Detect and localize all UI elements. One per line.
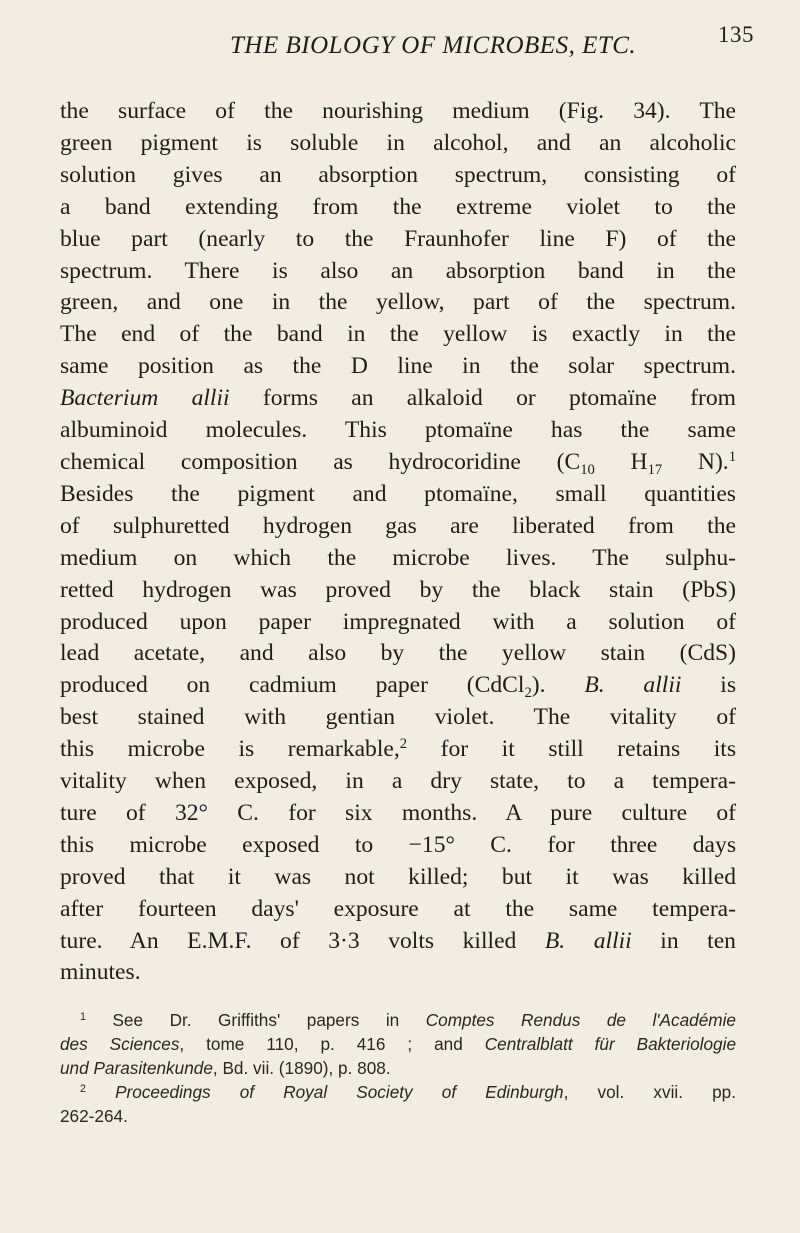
footnote-1-cont [60, 1056, 736, 1080]
text-line: proved that it was not killed; but it was killed [60, 863, 736, 890]
text-line [60, 447, 736, 479]
text-line: the surface of the nourishing medium (Fig. 34). The [60, 98, 736, 124]
text-segment: See Dr. Griffiths' papers in [85, 1010, 426, 1030]
text-segment: , Bd. vii. (1890), p. 808. [212, 1058, 391, 1078]
text-line [60, 670, 736, 702]
text-line: this microbe exposed to −15° C. for three days [60, 831, 736, 858]
footnotes [60, 1008, 736, 1128]
text-segment: ture. An E.M.F. of 3·3 volts killed [60, 927, 517, 954]
text-line: after fourteen days' exposure at the same tempera- [60, 895, 736, 922]
text-segment: chemical composition as hydrocoridine (C [60, 448, 581, 475]
text-line: green pigment is soluble in alcohol, and an alcoholic [60, 129, 736, 156]
footnote-ref: 2 [399, 736, 408, 753]
journal-title: und Parasitenkunde [60, 1058, 213, 1078]
text-line: albuminoid molecules. This ptomaïne has the same [60, 417, 736, 444]
text-line: retted hydrogen was proved by the black stain (PbS) [60, 576, 736, 603]
text-line: spectrum. There is also an absorption band in the [60, 257, 736, 284]
species-name: B. allii [544, 927, 632, 954]
text-segment: produced on cadmium paper (CdCl [60, 672, 525, 699]
text-segment: is [681, 672, 737, 699]
footnote-mark: 1 [80, 1011, 86, 1024]
text-line: Besides the pigment and ptomaïne, small quantities [60, 480, 736, 507]
page-number: 135 [718, 22, 754, 47]
text-segment: forms an alkaloid or ptomaïne from [262, 385, 736, 412]
text-line: blue part (nearly to the Fraunhofer line F) of the [60, 225, 736, 252]
page-header [150, 8, 754, 59]
footnote-1 [60, 1008, 736, 1032]
text-line: minutes. [60, 959, 141, 986]
text-segment: N). [662, 448, 729, 475]
text-line: best stained with gentian violet. The vitality of [60, 704, 736, 731]
journal-title: Comptes Rendus de l'Académie [425, 1010, 736, 1030]
footnote-mark: 2 [80, 1083, 86, 1096]
text-line: medium on which the microbe lives. The sulphu- [60, 544, 736, 571]
journal-title: Proceedings of Royal Society of Edinburgh [115, 1082, 564, 1102]
text-segment: H [594, 448, 648, 475]
footnote-2-cont: 262-264. [60, 1106, 128, 1126]
subscript: 10 [580, 462, 595, 479]
subscript: 17 [647, 462, 663, 479]
species-name: B. allii [584, 672, 682, 699]
text-line: same position as the D line in the solar spectrum. [60, 353, 736, 380]
text-segment: this microbe is remarkable, [60, 736, 400, 763]
journal-title: Centralblatt für Bakteriologie [484, 1034, 736, 1054]
text-line: a band extending from the extreme violet to the [60, 193, 736, 220]
text-segment: for it still retains its [407, 736, 736, 763]
footnote-1-cont [60, 1032, 736, 1056]
text-segment: , tome 110, p. 416 ; and [179, 1034, 485, 1054]
text-line: of sulphuretted hydrogen gas are liberated from the [60, 512, 736, 539]
body-text [60, 96, 736, 989]
text-line: lead acetate, and also by the yellow stain (CdS) [60, 640, 736, 667]
text-line [60, 383, 736, 415]
footnote-ref: 1 [728, 448, 737, 465]
species-name: Bacterium allii [60, 385, 230, 412]
text-line: The end of the band in the yellow is exactly in the [60, 321, 736, 348]
text-line: green, and one in the yellow, part of the spectrum. [60, 289, 736, 316]
footnote-2 [60, 1080, 736, 1104]
text-segment: , vol. xvii. pp. [563, 1082, 737, 1102]
text-line [60, 734, 736, 766]
subscript: 2 [524, 685, 532, 702]
text-line: produced upon paper impregnated with a solution of [60, 608, 736, 635]
text-segment: in ten [631, 927, 736, 954]
running-title: THE BIOLOGY OF MICROBES, ETC. [230, 32, 637, 59]
text-line: solution gives an absorption spectrum, consisting of [60, 161, 736, 188]
text-line: ture of 32° C. for six months. A pure culture of [60, 799, 736, 826]
text-line [60, 926, 736, 958]
text-segment: ). [531, 672, 585, 699]
journal-title: des Sciences [60, 1034, 180, 1054]
text-line: vitality when exposed, in a dry state, to a tempera- [60, 768, 736, 795]
